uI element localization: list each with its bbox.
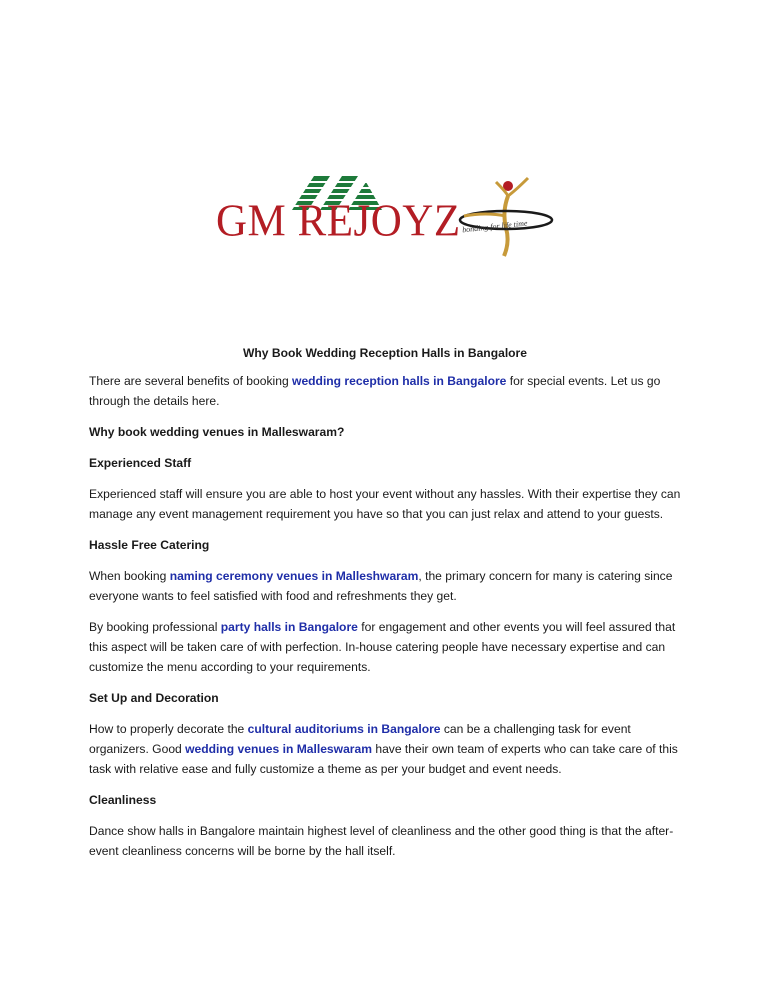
document-body bbox=[89, 343, 681, 872]
decoration-heading: Set Up and Decoration bbox=[89, 691, 219, 705]
dancer-swirl-icon bbox=[456, 172, 556, 262]
link-naming-ceremony-venues[interactable]: naming ceremony venues in Malleshwaram bbox=[169, 569, 419, 583]
decoration-paragraph: How to properly decorate the cultural auditoriums in Bangalore can be a challenging task for event organizers. Good wedding venues in Malleswaram have their own team of experts who can take care of this task with relative ease and fully customize a theme as per your budget and event needs. bbox=[89, 722, 678, 776]
link-cultural-auditoriums[interactable]: cultural auditoriums in Bangalore bbox=[247, 722, 441, 736]
catering-heading: Hassle Free Catering bbox=[89, 538, 210, 552]
brand-tagline: bonding for life time bbox=[461, 218, 528, 235]
document-title: Why Book Wedding Reception Halls in Bangalore bbox=[242, 346, 527, 360]
catering-paragraph-1: When booking naming ceremony venues in Malleshwaram, the primary concern for many is catering since everyone wants to feel satisfied with food and refreshments they get. bbox=[89, 569, 673, 603]
question-heading: Why book wedding venues in Malleswaram? bbox=[89, 425, 345, 439]
brand-wordmark: GM REJOYZ bbox=[216, 196, 461, 247]
catering-paragraph-2: By booking professional party halls in Bangalore for engagement and other events you will feel assured that this aspect will be taken care of with perfection. In-house catering people have necessary expertise and can customize the menu according to your requirements. bbox=[89, 620, 676, 674]
staff-heading: Experienced Staff bbox=[89, 456, 192, 470]
intro-paragraph: There are several benefits of booking wedding reception halls in Bangalore for special events. Let us go through the details here. bbox=[89, 374, 661, 408]
link-wedding-venues-malleswaram[interactable]: wedding venues in Malleswaram bbox=[185, 742, 372, 756]
link-party-halls[interactable]: party halls in Bangalore bbox=[220, 620, 358, 634]
link-wedding-reception-halls[interactable]: wedding reception halls in Bangalore bbox=[292, 374, 507, 388]
cleanliness-paragraph: Dance show halls in Bangalore maintain highest level of cleanliness and the other good thing is that the after-event cleanliness concerns will be borne by the hall itself. bbox=[89, 824, 674, 858]
cleanliness-heading: Cleanliness bbox=[89, 793, 157, 807]
staff-paragraph: Experienced staff will ensure you are able to host your event without any hassles. With their expertise they can manage any event management requirement you have so that you can just relax and attend to your guests. bbox=[89, 487, 681, 521]
